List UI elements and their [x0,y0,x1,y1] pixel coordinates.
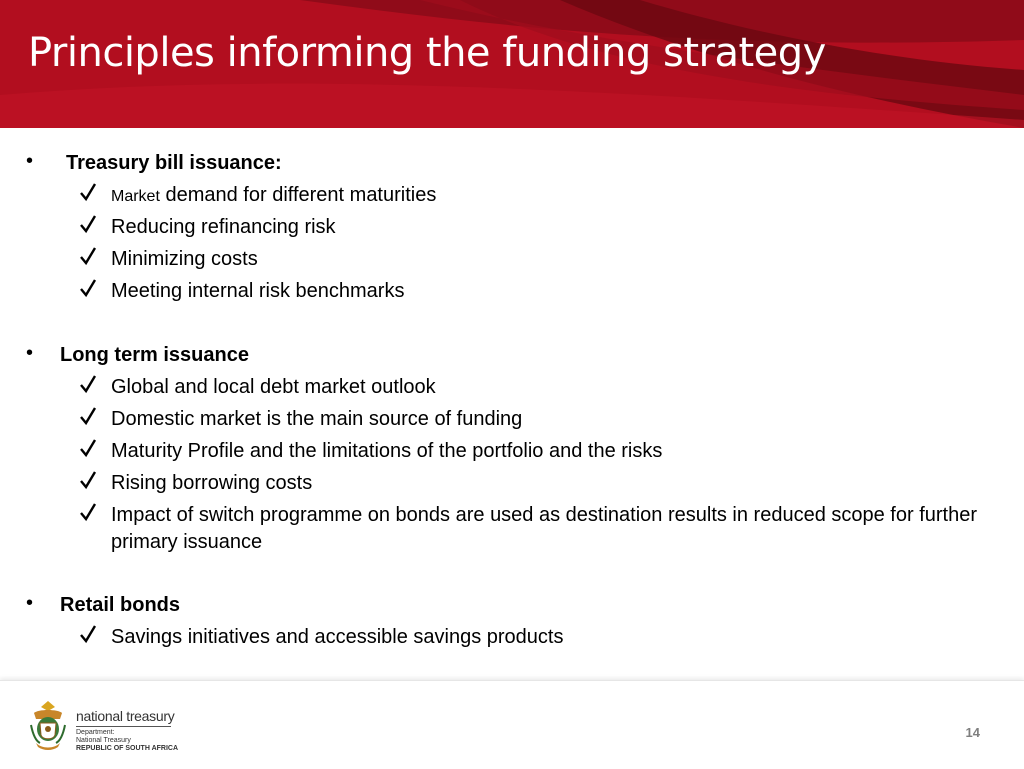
checkmark-icon [79,214,97,234]
checkmark-icon [79,278,97,298]
list-item-text: Rising borrowing costs [111,472,313,494]
checkmark-icon [79,438,97,458]
section-title: Retail bonds [60,594,181,616]
list-item-text: Impact of switch programme on bonds are used as destination results in reduced scope for further primary issuance [111,504,978,553]
logo-department-name: National Treasury [76,737,131,744]
checkmark-icon [79,624,97,644]
list-item-text: Savings initiatives and accessible savings products [111,626,564,648]
list-item-text: Reducing refinancing risk [111,216,336,238]
section-title: Long term issuance [60,344,249,366]
checkmark-icon [79,406,97,426]
logo-country: REPUBLIC OF SOUTH AFRICA [76,745,179,752]
page-number: 14 [965,725,980,740]
logo-wordmark: national treasury [76,708,175,724]
bullet-dot-icon: • [26,342,34,364]
list-item-rest: demand for different maturities [159,184,437,206]
checkmark-icon [79,470,97,490]
list-item-text [111,182,996,210]
checkmark-icon [79,246,97,266]
bullet-dot-icon: • [26,150,34,172]
coat-of-arms-icon [28,699,68,753]
checkmark-icon [79,182,97,202]
list-item-text: Global and local debt market outlook [111,376,436,398]
checkmark-icon [79,374,97,394]
list-item-text: Meeting internal risk benchmarks [111,280,405,302]
logo-department-label: Department: [76,729,115,736]
list-item-lead: Market [111,188,160,205]
slide-title: Principles informing the funding strategy [28,30,826,76]
list-item-text: Maturity Profile and the limitations of the portfolio and the risks [111,440,663,462]
section-title: Treasury bill issuance: [66,152,282,174]
slide-footer [0,680,1024,769]
checkmark-icon [79,502,97,522]
logo-divider [76,726,171,727]
list-item-text: Domestic market is the main source of funding [111,408,523,430]
list-item-text: Minimizing costs [111,248,258,270]
bullet-dot-icon: • [26,592,34,614]
